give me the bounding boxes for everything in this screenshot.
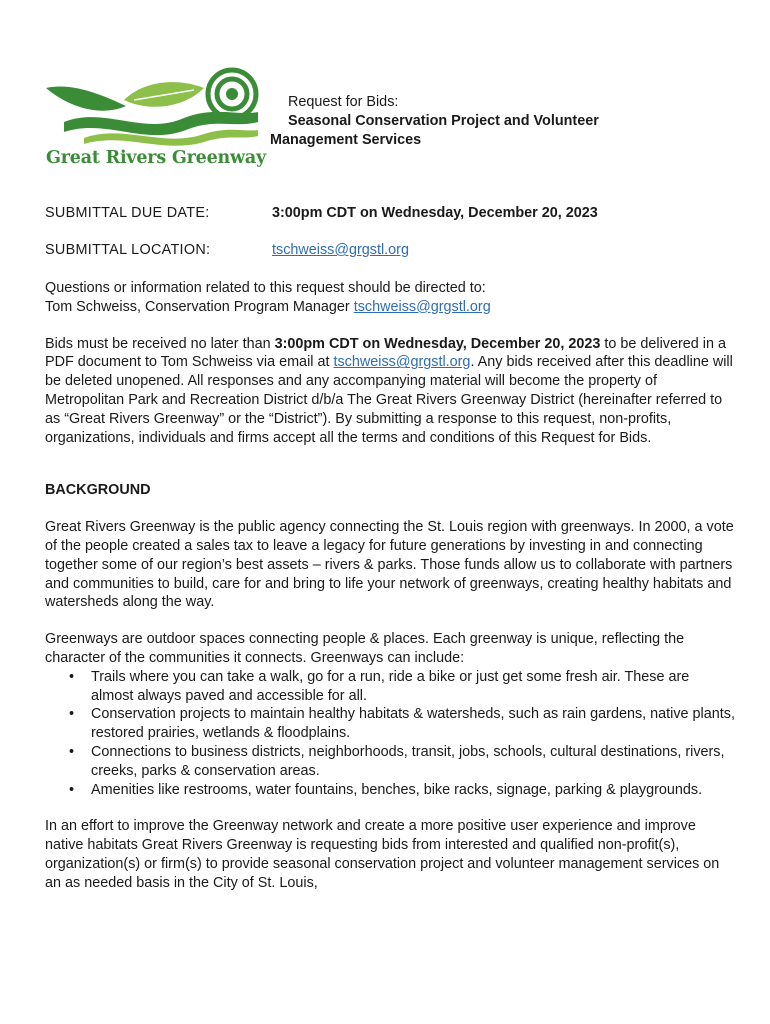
request-header-title: Seasonal Conservation Project and Volunteer bbox=[288, 113, 599, 129]
questions-contact: Tom Schweiss, Conservation Program Manager bbox=[45, 298, 354, 315]
questions-paragraph bbox=[45, 279, 735, 317]
submittal-due-value: 3:00pm CDT on Wednesday, December 20, 2023 bbox=[272, 205, 598, 221]
bids-email-link[interactable]: tschweiss@grgstl.org bbox=[333, 354, 471, 371]
list-item: • Trails where you can take a walk, go for a run, ride a bike or just get some fresh air. These are almost always paved and accessible for all. bbox=[91, 668, 735, 706]
questions-email-link[interactable]: tschweiss@grgstl.org bbox=[353, 298, 491, 315]
request-header-subtitle: Management Services bbox=[270, 132, 422, 148]
bids-paragraph bbox=[45, 335, 735, 448]
submittal-location-email-link[interactable]: tschweiss@grgstl.org bbox=[272, 242, 409, 258]
request-header bbox=[270, 93, 599, 150]
background-paragraph-1: Great Rivers Greenway is the public agency connecting the St. Louis region with greenways. In 2000, a vote of the people created a sales tax to leave a legacy for future generations by investing in and connecting together some of our region’s best assets – rivers & parks. Those funds allow us to collaborate with partners and communities to build, care for and bring to life your network of greenways, creating healthy habitats and watersheds along the way. bbox=[45, 519, 734, 611]
document-body bbox=[45, 204, 735, 893]
greenway-features-list bbox=[45, 668, 735, 800]
logo-wordmark: Great Rivers Greenway bbox=[46, 148, 267, 168]
list-item: • Connections to business districts, neighborhoods, transit, jobs, schools, cultural destinations, rivers, creeks, parks & conservation areas. bbox=[91, 743, 735, 781]
submittal-location-row bbox=[45, 241, 735, 260]
submittal-due-label: SUBMITTAL DUE DATE: bbox=[45, 205, 210, 221]
questions-line1: Questions or information related to this request should be directed to: bbox=[45, 280, 486, 296]
list-item: • Conservation projects to maintain healthy habitats & watersheds, such as rain gardens, native plants, restored prairies, wetlands & floodplains. bbox=[91, 705, 735, 743]
bids-text-1: Bids must be received no later than bbox=[45, 335, 275, 352]
submittal-location-label: SUBMITTAL LOCATION: bbox=[45, 242, 211, 258]
bids-text-3: . Any bids received after this deadline will be deleted unopened. All responses and any accompanying material will become the property of Metropolitan Park and Recreation District d/b/a The Great Rivers Greenway District (hereinafter referred to as “Great Rivers Greenway” or the “District”). By submitting a response to this request, non-profits, organizations, individuals and firms accept all the terms and conditions of this Request for Bids. bbox=[45, 354, 733, 446]
background-paragraph-3: In an effort to improve the Greenway network and create a more positive user experience and improve native habitats Great Rivers Greenway is requesting bids from interested and qualified non-profit(s), organization(s) or firm(s) to provide seasonal conservation project and volunteer management services on an as needed basis in the City of St. Louis, bbox=[45, 818, 720, 891]
submittal-due-row bbox=[45, 204, 735, 223]
logo-leaf-river-sun-icon bbox=[44, 66, 260, 150]
list-item: • Amenities like restrooms, water fountains, benches, bike racks, signage, parking & playgrounds. bbox=[91, 781, 735, 800]
background-heading: BACKGROUND bbox=[45, 482, 151, 499]
background-paragraph-2: Greenways are outdoor spaces connecting people & places. Each greenway is unique, reflecting the character of the communities it connects. Greenways can include: bbox=[45, 631, 685, 666]
request-header-line1: Request for Bids: bbox=[288, 94, 399, 110]
great-rivers-greenway-logo bbox=[44, 66, 267, 174]
bids-text-2: to be delivered in a PDF document to Tom Schweiss via email at bbox=[45, 335, 726, 371]
bids-deadline: 3:00pm CDT on Wednesday, December 20, 2023 bbox=[274, 335, 601, 352]
